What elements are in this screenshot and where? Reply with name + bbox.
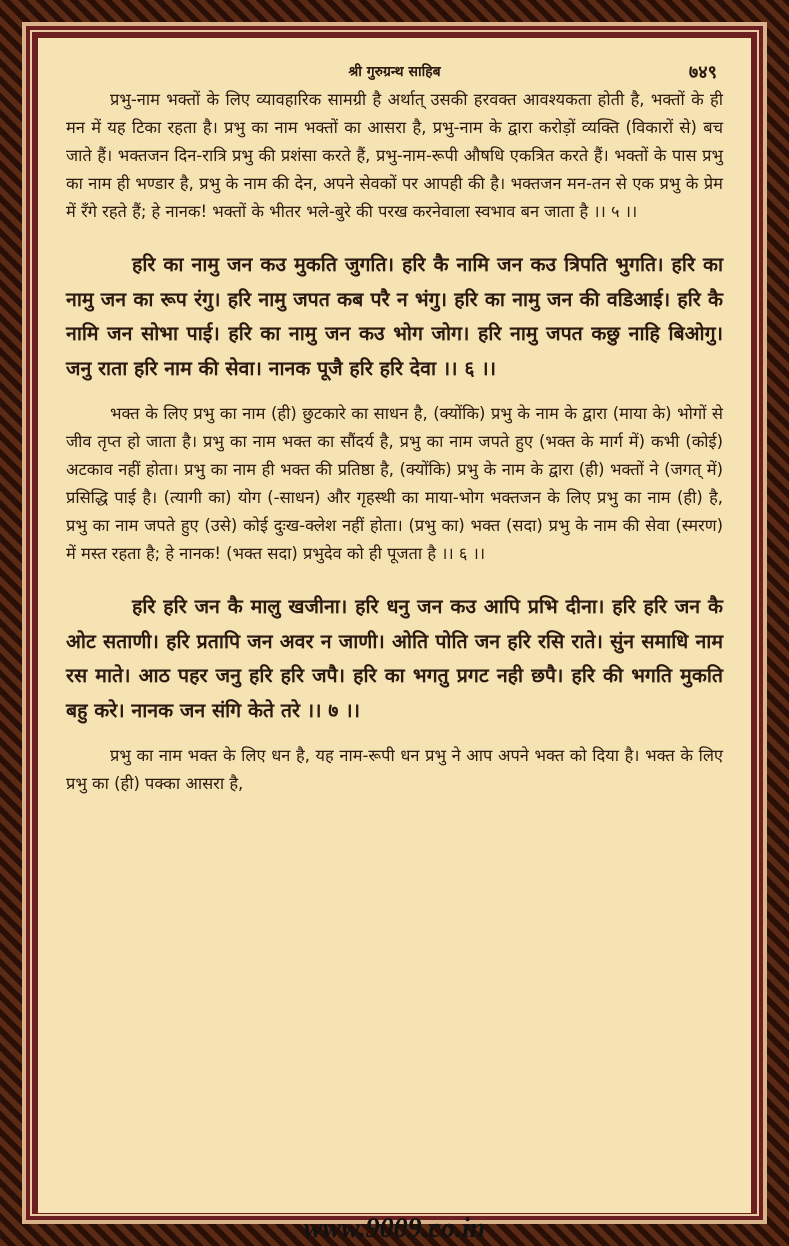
verse-stanza-7: हरि हरि जन कै मालु खजीना। हरि धनु जन कउ आपि प्रभि दीना। हरि हरि जन कै ओट सताणी। हरि प्रतापि जन अवर न जाणी। ओति पोति जन हरि रसि राते। सुंन समाधि नाम रस माते। आठ पहर जनु हरि हरि जपै। हरि का भगतु प्रगट नही छपै। हरि की भगति मुकति बहु करे। नानक जन संगि केते तरे ।। ७ ।। xyxy=(66,595,723,722)
page-title: श्री गुरुग्रन्थ साहिब xyxy=(348,64,441,80)
scripture-page xyxy=(38,38,751,1213)
page-number: ७४९ xyxy=(688,62,717,83)
site-watermark: www.9009.co.in xyxy=(303,1213,486,1244)
verse-stanza-6: हरि का नामु जन कउ मुकति जुगति। हरि कै नामि जन कउ त्रिपति भुगति। हरि का नामु जन का रूप रंगु। हरि नामु जपत कब परै न भंगु। हरि का नामु जन की वडिआई। हरि कै नामि जन सोभा पाई। हरि का नामु जन कउ भोग जोग। हरि नामु जपत कछु नाहि बिओगु। जनु राता हरि नाम की सेवा। नानक पूजै हरि हरि देवा ।। ६ ।। xyxy=(66,253,723,380)
commentary-paragraph-3: प्रभु का नाम भक्त के लिए धन है, यह नाम-रूपी धन प्रभु ने आप अपने भक्त को दिया है। भक्त के लिए प्रभु का (ही) पक्का आसरा है, xyxy=(66,746,723,793)
page-header xyxy=(66,60,723,86)
commentary-paragraph-1: प्रभु-नाम भक्तों के लिए व्यावहारिक सामग्री है अर्थात् उसकी हरवक्त आवश्यकता होती है, भक्तों के ही मन में यह टिका रहता है। प्रभु का नाम भक्तों का आसरा है, प्रभु-नाम के द्वारा करोड़ों व्यक्ति (विकारों से) बच जाते हैं। भक्तजन दिन-रात्रि प्रभु की प्रशंसा करते हैं, प्रभु-नाम-रूपी औषधि एकत्रित करते हैं। भक्तों के पास प्रभु का नाम ही भण्डार है, प्रभु के नाम की देन, अपने सेवकों पर आपही की है। भक्तजन मन-तन से एक प्रभु के प्रेम में रँगे रहते हैं; हे नानक! भक्तों के भीतर भले-बुरे की परख करनेवाला स्वभाव बन जाता है ।। ५ ।। xyxy=(66,90,723,221)
commentary-paragraph-2: भक्त के लिए प्रभु का नाम (ही) छुटकारे का साधन है, (क्योंकि) प्रभु के नाम के द्वारा (माया के) भोगों से जीव तृप्त हो जाता है। प्रभु का नाम भक्त का सौंदर्य है, प्रभु का नाम जपते हुए (भक्त के मार्ग में) कभी (कोई) अटकाव नहीं होता। प्रभु का नाम ही भक्त की प्रतिष्ठा है, (क्योंकि) प्रभु के नाम के द्वारा (ही) भक्तों ने (जगत् में) प्रसिद्धि पाई है। (त्यागी का) योग (-साधन) और गृहस्थी का माया-भोग भक्तजन के लिए प्रभु का नाम (ही) है, प्रभु का नाम जपते हुए (उसे) कोई दुःख-क्लेश नहीं होता। (प्रभु का) भक्त (सदा) प्रभु के नाम की सेवा (स्मरण) में मस्त रहता है; हे नानक! (भक्त सदा) प्रभुदेव को ही पूजता है ।। ६ ।। xyxy=(66,404,723,563)
